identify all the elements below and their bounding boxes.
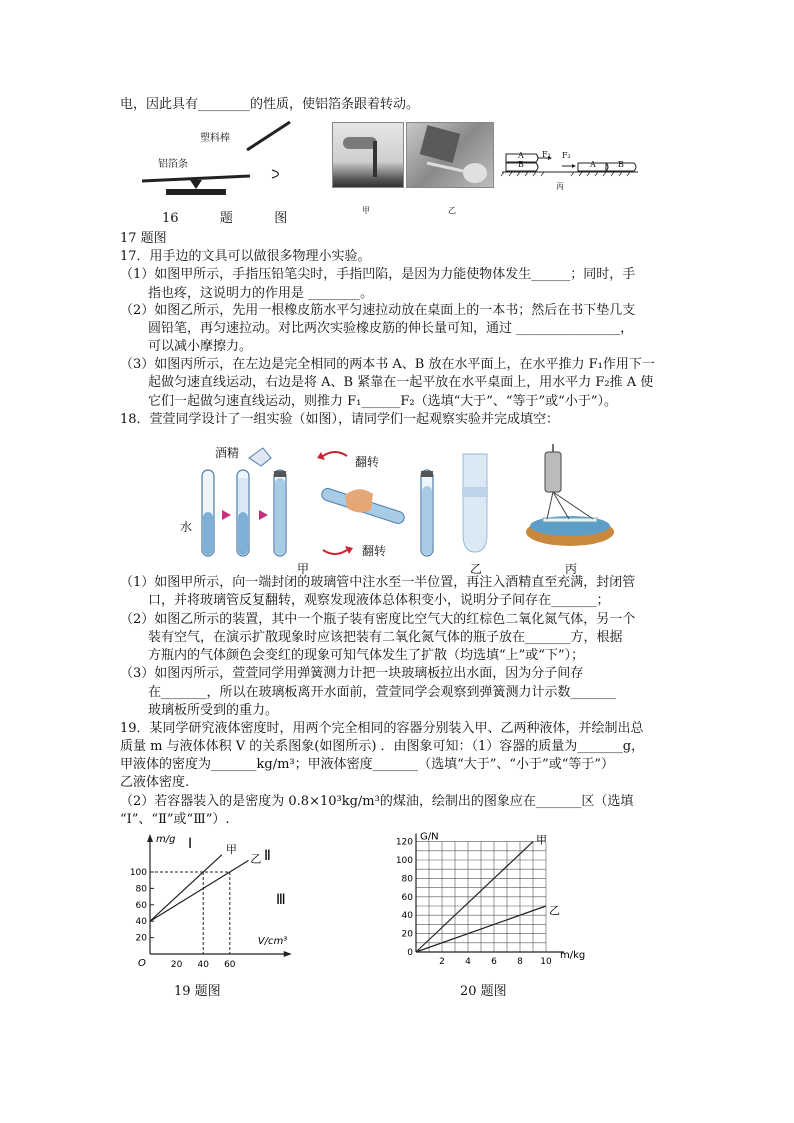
q17-p2b: 圆铅笔，再匀速拉动。对比两次实验橡皮筋的伸长量可知，通过 ________________，	[148, 321, 634, 336]
fig18-flip-bottom: 翻转	[362, 544, 387, 558]
q17-p1a: （1）如图甲所示，手指压铅笔尖时，手指凹陷，是因为力能使物体发生______；同时，手	[120, 267, 636, 282]
fig16-rod-label: 塑料棒	[200, 133, 230, 144]
y-tick-label: 100	[129, 868, 147, 878]
fig18-diagram	[175, 440, 615, 570]
fig17-caption: 17 题图	[120, 231, 167, 246]
y-tick-label: 20	[401, 929, 413, 940]
y-axis-arrow	[147, 834, 153, 842]
fig18-alcohol-label: 酒精	[215, 446, 240, 460]
x-tick-label: 20	[170, 960, 183, 970]
top-line: 电，因此具有________的性质，使铝箔条跟着转动。	[120, 97, 420, 112]
q19-l4: 乙液体密度.	[120, 775, 190, 790]
x-tick-label: 4	[465, 957, 471, 967]
y-axis-label: G/N	[420, 831, 439, 843]
fig17-book-b2: B	[618, 160, 624, 169]
q18-p2a: （2）如图乙所示的装置，其中一个瓶子装有密度比空气大的红棕色二氧化氮气体，另一个	[120, 612, 636, 627]
fig18-bing-label: 丙	[565, 562, 578, 576]
y-tick-label: 40	[401, 911, 413, 922]
chart20-caption: 20 题图	[460, 984, 507, 999]
q17-stem: 17．用手边的文具可以做很多物理小实验。	[120, 249, 371, 264]
q18-stem: 18．萱萱同学设计了一组实验（如图），请同学们一起观察实验并完成填空：	[120, 412, 560, 427]
fig17-photo-yi	[406, 122, 494, 188]
q18-p2c: 方瓶内的气体颜色会变红的现象可知气体发生了扩散（均选填“上”或“下”）；	[148, 648, 585, 663]
q19-l6: “Ⅰ”、“Ⅱ”或“Ⅲ”）.	[120, 812, 230, 827]
series-label-0: 甲	[225, 842, 237, 856]
x-tick-label: 8	[517, 957, 523, 967]
fig17-book-a2: A	[590, 160, 596, 169]
x-tick-label: 2	[439, 957, 445, 967]
region-label-1: Ⅱ	[264, 848, 271, 864]
q19-l2: 质量 m 与液体体积 V 的关系图象(如图所示) ．由图象可知：（1）容器的质量为_______g，	[120, 739, 645, 754]
fig17-jia-label: 甲	[362, 206, 370, 215]
origin-label: O	[138, 958, 146, 969]
region-label-0: Ⅰ	[188, 836, 193, 852]
series-label-1: 乙	[549, 904, 560, 917]
fig16-foil-label: 铝箔条	[158, 159, 188, 170]
series-line-1	[150, 861, 248, 922]
x-tick-label: 10	[540, 957, 552, 967]
q18-p1a: （1）如图甲所示，向一端封闭的玻璃管中注水至一半位置，再注入酒精直至充满，封闭管	[120, 575, 636, 590]
x-axis-label: m/kg	[560, 950, 586, 961]
region-label-2: Ⅲ	[276, 892, 286, 908]
q17-p2c: 可以减小摩擦力。	[148, 339, 253, 354]
y-tick-label: 80	[135, 884, 147, 895]
fig17-f1: F₁	[542, 150, 551, 159]
y-tick-label: 80	[401, 874, 413, 885]
fig16-caption: 16 题 图	[162, 211, 288, 226]
fig18-water-label: 水	[180, 520, 193, 534]
fig17-yi-label: 乙	[448, 206, 456, 215]
series-line-0	[150, 855, 222, 921]
x-axis-arrow	[284, 951, 292, 957]
q18-p3c: 玻璃板所受到的重力。	[148, 703, 279, 718]
y-tick-label: 60	[401, 892, 413, 903]
q17-p3a: （3）如图丙所示，在左边是完全相同的两本书 A、B 放在水平面上，在水平推力 F₁作用下一	[120, 357, 655, 372]
y-tick-label: 40	[135, 917, 147, 928]
fig18-flip-top: 翻转	[355, 455, 380, 469]
chart19-caption: 19 题图	[174, 984, 221, 999]
q17-p3b: 起做匀速直线运动，右边是将 A、B 紧靠在一起平放在水平桌面上，用水平力 F₂推 A 使	[148, 375, 654, 390]
y-tick-label: 100	[395, 856, 413, 866]
fig17-photo-jia	[332, 122, 404, 188]
chart-20	[388, 830, 598, 972]
x-tick-label: 60	[224, 960, 236, 970]
y-tick-label: 20	[135, 933, 147, 944]
q18-p3b: 在_______，所以在玻璃板离开水面前，萱萱同学会观察到弹簧测力计示数_______	[148, 685, 617, 700]
q19-l5: （2）若容器装入的是密度为 0.8×10³kg/m³的煤油，绘制出的图象应在_______区（选填	[120, 794, 634, 809]
fig18-jia-label: 甲	[297, 562, 310, 576]
q17-p3c: 它们一起做匀速直线运动，则推力 F₁______F₂（选填“大于”、“等于”或“小于”）。	[148, 394, 617, 409]
q18-p2b: 装有空气，在演示扩散现象时应该把装有二氧化氮气体的瓶子放在_______方，根据	[148, 630, 623, 645]
y-tick-label: 120	[395, 837, 413, 848]
q19-l1: 19．某同学研究液体密度时，用两个完全相同的容器分别装入甲、乙两种液体，并绘制出总	[120, 721, 644, 736]
q17-p1b: 指也疼，这说明力的作用是 ________。	[148, 286, 374, 301]
q19-l3: 甲液体的密度为_______kg/m³；甲液体密度_______（选填“大于”、“小于”或“等于”）	[120, 757, 614, 772]
fig17-book-b: B	[518, 160, 524, 169]
q18-p1b: 口，并将玻璃管反复翻转，观察发现液体总体积变小，说明分子间存在_______；	[148, 593, 610, 608]
fig17-book-a: A	[518, 151, 524, 160]
series-label-1: 乙	[250, 852, 262, 866]
fig17-bing-label: 丙	[556, 182, 564, 191]
q17-p2a: （2）如图乙所示，先用一根橡皮筋水平匀速拉动放在桌面上的一本书；然后在书下垫几支	[120, 303, 636, 318]
chart-19	[128, 830, 318, 980]
q18-p3a: （3）如图丙所示，萱萱同学用弹簧测力计把一块玻璃板拉出水面，因为分子间存	[120, 666, 584, 681]
fig17-f2: F₂	[562, 151, 571, 160]
x-axis-label: V/cm³	[257, 936, 288, 947]
x-tick-label: 6	[491, 957, 497, 967]
y-axis-label: m/g	[156, 834, 176, 845]
x-tick-label: 40	[197, 960, 209, 970]
series-label-0: 甲	[536, 833, 547, 847]
y-tick-label: 60	[135, 900, 147, 911]
fig18-yi-label: 乙	[470, 562, 483, 576]
y-tick-label: 0	[407, 948, 413, 958]
